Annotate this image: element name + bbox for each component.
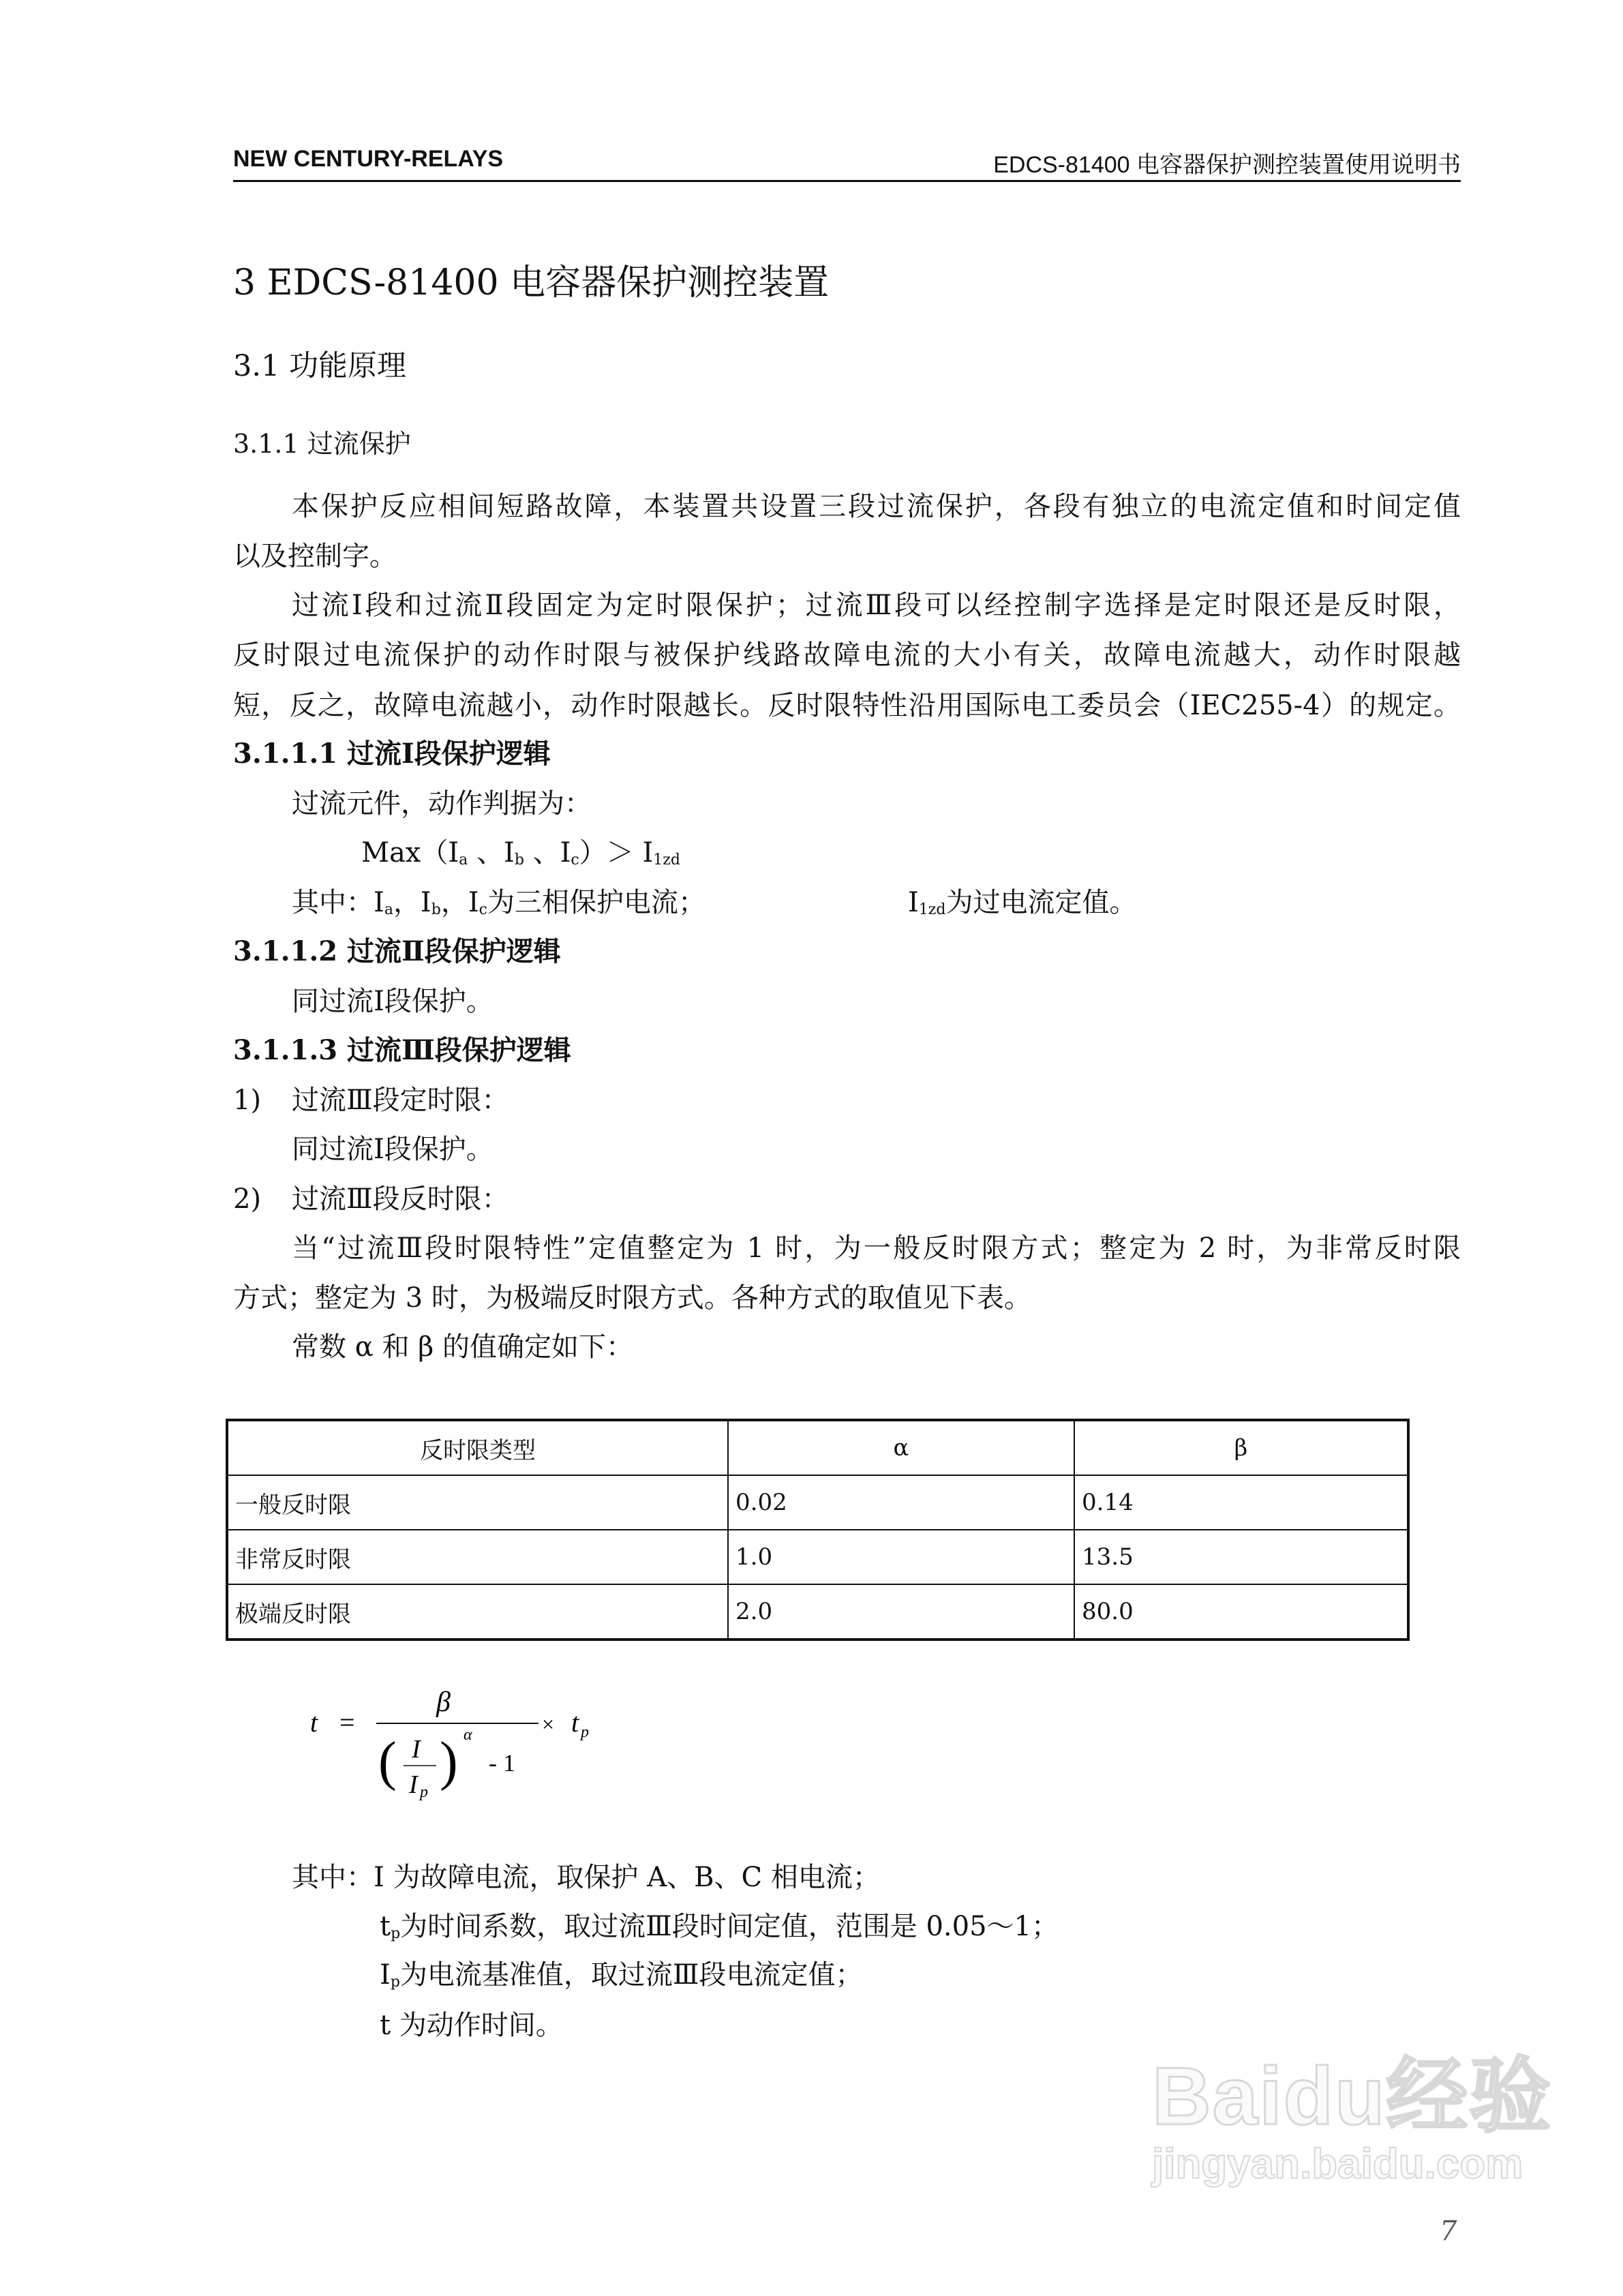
clause-title-3: 3.1.1.3 过流Ⅲ段保护逻辑 [233,1034,571,1066]
definition-line [233,886,888,927]
paragraph-line: 短，反之，故障电流越小，动作时限越长。反时限特性沿用国际电工委员会（IEC255-4）的规定。 [233,690,1461,721]
table-cell: 一般反时限 [227,1475,728,1530]
header-company: NEW CENTURY-RELAYS [233,146,504,172]
section-title: 3.1 功能原理 [233,349,407,383]
expr-text: 、I [524,837,571,868]
formula-t: t [310,1707,318,1738]
paragraph-line: 方式；整定为 3 时，为极端反时限方式。各种方式的取值见下表。 [233,1282,1031,1314]
text: 为电流基准值，取过流Ⅲ段电流定值； [399,1959,863,1991]
baidu-watermark [1152,2052,1552,2188]
table-cell: 0.14 [1074,1475,1408,1530]
table-cell: 13.5 [1074,1530,1408,1584]
table-cell: 80.0 [1074,1584,1408,1640]
table-header: 反时限类型 [227,1420,728,1475]
table-cell: 非常反时限 [227,1530,728,1584]
notes-line: 其中：I 为故障电流，取保护 A、B、C 相电流； [292,1862,880,1893]
formula-tp: t [571,1707,579,1738]
subsection-title: 3.1.1 过流保护 [233,429,411,459]
sub: p [391,1925,401,1942]
sub: b [514,851,524,868]
formula-I: I [412,1735,421,1764]
inverse-time-formula [300,1684,641,1820]
table-header: β [1074,1420,1408,1475]
criterion-expression [233,836,1461,877]
paren-left: ( [378,1732,397,1792]
chapter-title: 3 EDCS-81400 电容器保护测控装置 [233,262,830,303]
notes-line [233,1958,1461,1999]
formula-tp-sub: p [581,1723,589,1741]
paren-right: ) [440,1732,458,1792]
header-manual-title: EDCS-81400 电容器保护测控装置使用说明书 [993,152,1461,178]
text: ，I [393,887,431,918]
paragraph-line: 反时限过电流保护的动作时限与被保护线路故障电流的大小有关，故障电流越大，动作时限越 [233,639,1461,671]
paragraph-line: 同过流Ⅰ段保护。 [292,986,494,1017]
list-item [233,1182,1461,1216]
clause-title-1: 3.1.1.1 过流Ⅰ段保护逻辑 [233,738,551,770]
sub: b [431,901,441,918]
text: I [380,1959,391,1991]
sub: a [459,851,468,868]
formula-minus-one: - 1 [489,1749,515,1777]
expr-text: Max（I [361,837,459,868]
sub: 1zd [918,901,946,918]
text: 为时间系数，取过流Ⅲ段时间定值，范围是 0.05～1； [400,1911,1059,1942]
paragraph-line: 同过流Ⅰ段保护。 [292,1134,494,1165]
setting-definition: $I_{1zd}$为过电流定值。 [908,887,1137,918]
paragraph-line: 以及控制字。 [233,541,397,572]
formula-beta: β [436,1687,451,1718]
paragraph-line: 过流元件，动作判据为： [292,788,592,819]
watermark-logo: Baidu经验 [1152,2051,1553,2142]
expr-text: 、I [468,837,515,868]
list-number: 1) [233,1085,262,1116]
notes-line [233,1909,1461,1951]
paragraph-line: 当“过流Ⅲ段时限特性”定值整定为 1 时，为一般反时限方式；整定为 2 时，为非常反时限 [292,1233,1461,1264]
list-number: 2) [233,1183,262,1215]
table-row [227,1530,1408,1584]
text: 其中：I [292,887,384,918]
sub: p [390,1974,400,1991]
text: 过流Ⅲ段反时限： [292,1183,509,1215]
formula-Ip: I [409,1770,418,1799]
table-row [227,1584,1408,1640]
text: t [380,1911,391,1942]
text: 为过电流定值。 [945,887,1137,918]
expr-text: ）＞ I [579,837,654,868]
formula-times: × [542,1712,555,1736]
text: 过流Ⅲ段定时限： [292,1085,509,1116]
table-cell: 1.0 [728,1530,1074,1584]
table-cell: 0.02 [728,1475,1074,1530]
table-cell: 极端反时限 [227,1584,728,1640]
list-item [233,1083,1461,1117]
paragraph-line: 本保护反应相间短路故障，本装置共设置三段过流保护，各段有独立的电流定值和时间定值 [292,491,1461,522]
table-header-row [227,1420,1408,1475]
notes-line: t 为动作时间。 [380,2010,563,2041]
formula-alpha: α [464,1726,472,1744]
watermark-url: jingyan.baidu.com [1152,2141,1523,2188]
paragraph-line: 常数 α 和 β 的值确定如下： [292,1331,633,1363]
page-number: 7 [1440,2216,1457,2247]
sub: a [384,901,393,918]
formula-eq: = [339,1707,355,1738]
table-row [227,1475,1408,1530]
sub: c [479,901,487,918]
header-divider [233,180,1461,182]
paragraph-line: 过流Ⅰ段和过流Ⅱ段固定为定时限保护；过流Ⅲ段可以经控制字选择是定时限还是反时限， [292,590,1461,621]
sub: 1zd [653,851,680,868]
text: 为三相保护电流； [487,887,706,918]
inverse-time-constants-table [226,1419,1410,1641]
table-header: α [728,1420,1074,1475]
clause-title-2: 3.1.1.2 过流Ⅱ段保护逻辑 [233,935,561,967]
text: ，I [440,887,479,918]
formula-p-sub: p [420,1783,428,1801]
table-cell: 2.0 [728,1584,1074,1640]
sub: c [571,851,579,868]
